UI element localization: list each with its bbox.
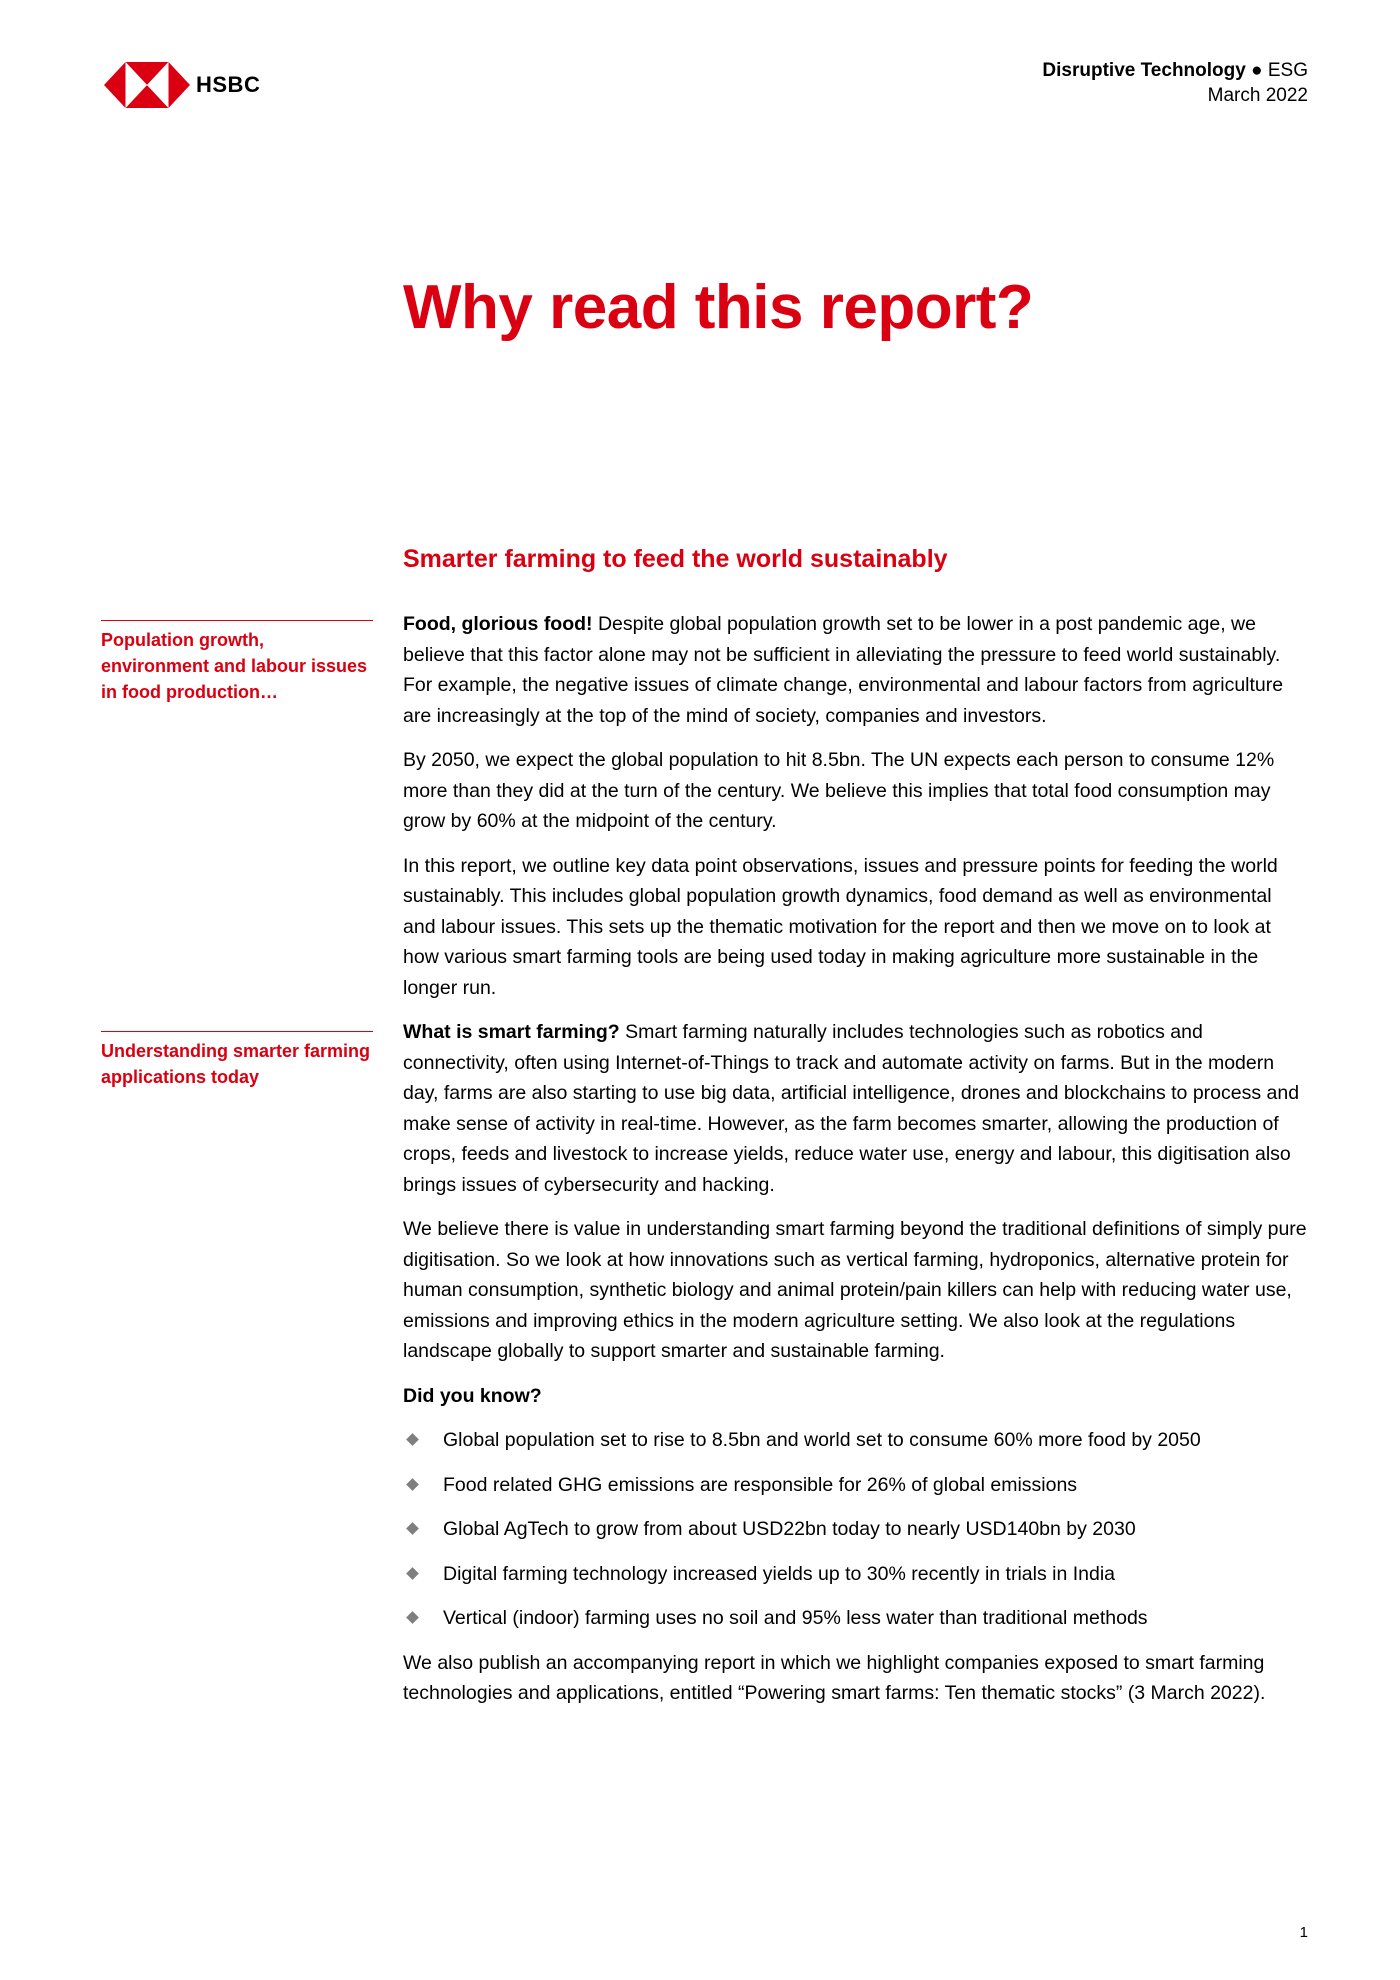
- report-series: Disruptive Technology: [1042, 60, 1246, 81]
- paragraph-value: We believe there is value in understanding smart farming beyond the traditional definitions of simply pure digitisation. So we look at how innovations such as vertical farming, hydroponics, alternative protein for human consumption, synthetic biology and animal protein/pain killers can help with reducing water use, emissions and improving ethics in the modern agriculture setting. We also look at the regulations landscape globally to support smarter and sustainable farming.: [403, 1218, 1307, 1362]
- diamond-bullet-icon: [406, 1478, 419, 1491]
- hsbc-logo: [104, 62, 260, 108]
- paragraph-population: By 2050, we expect the global population to hit 8.5bn. The UN expects each person to consume 12% more than they did at the turn of the century. We believe this implies that total food consumption may grow by 60% at the midpoint of the century.: [403, 749, 1275, 832]
- list-item: [403, 1425, 1308, 1456]
- paragraph-intro: [403, 609, 1308, 731]
- list-item: [403, 1603, 1308, 1634]
- bullet-text: Digital farming technology increased yields up to 30% recently in trials in India: [443, 1562, 1116, 1585]
- report-category: ESG: [1267, 60, 1308, 81]
- paragraph-lead: Food, glorious food!: [403, 613, 593, 635]
- list-item: [403, 1470, 1308, 1501]
- report-body: [403, 609, 1308, 1723]
- diamond-bullet-icon: [406, 1567, 419, 1580]
- logo-text: HSBC: [196, 72, 261, 97]
- paragraph-closing: We also publish an accompanying report in which we highlight companies exposed to smart farming technologies and applications, entitled “Powering smart farms: Ten thematic stocks” (3 March 2022).: [403, 1651, 1266, 1704]
- paragraph-text: Despite global population growth set to be lower in a post pandemic age, we believe that this factor alone may not be sufficient in alleviating the pressure to feed world sustainably. For example, the negative issues of climate change, environmental and labour factors from agriculture are increasingly at the top of the mind of society, companies and investors.: [403, 613, 1284, 727]
- paragraph-outline: In this report, we outline key data point observations, issues and pressure points for feeding the world sustainably. This includes global population growth dynamics, food demand as well as environmental and labour issues. This sets up the thematic motivation for the report and then we move on to look at how various smart farming tools are being used today in making agriculture more sustainable in the longer run.: [403, 854, 1278, 999]
- report-header: [1042, 58, 1308, 108]
- page-number: 1: [1299, 1924, 1308, 1941]
- diamond-bullet-icon: [406, 1611, 419, 1624]
- section-title: Smarter farming to feed the world sustainably: [403, 545, 948, 573]
- report-date: March 2022: [1207, 85, 1308, 106]
- did-you-know-list: [403, 1425, 1308, 1634]
- page-title: Why read this report?: [403, 273, 1034, 342]
- hsbc-hexagon-icon: [104, 62, 190, 108]
- side-note-population: Population growth, environment and labour issues in food production…: [101, 620, 373, 705]
- bullet-text: Food related GHG emissions are responsible for 26% of global emissions: [443, 1473, 1078, 1496]
- side-note-smart-farming: Understanding smarter farming applications today: [101, 1031, 373, 1090]
- list-item: [403, 1514, 1308, 1545]
- diamond-bullet-icon: [406, 1522, 419, 1535]
- bullet-text: Global AgTech to grow from about USD22bn today to nearly USD140bn by 2030: [443, 1518, 1136, 1540]
- paragraph-smart-farming: [403, 1017, 1308, 1200]
- paragraph-lead: What is smart farming?: [403, 1021, 620, 1043]
- diamond-bullet-icon: [406, 1433, 419, 1446]
- header-separator: ●: [1251, 60, 1263, 81]
- did-you-know-heading: Did you know?: [403, 1384, 542, 1407]
- list-item: [403, 1559, 1308, 1590]
- paragraph-text: Smart farming naturally includes technologies such as robotics and connectivity, often using Internet-of-Things to track and automate activity on farms. But in the modern day, farms are also starting to use big data, artificial intelligence, drones and blockchains to process and make sense of activity in real-time. However, as the farm becomes smarter, allowing the production of crops, feeds and livestock to increase yields, reduce water use, energy and labour, this digitisation also brings issues of cybersecurity and hacking.: [403, 1021, 1300, 1196]
- bullet-text: Global population set to rise to 8.5bn and world set to consume 60% more food by 2050: [443, 1429, 1201, 1451]
- bullet-text: Vertical (indoor) farming uses no soil and 95% less water than traditional methods: [443, 1607, 1148, 1629]
